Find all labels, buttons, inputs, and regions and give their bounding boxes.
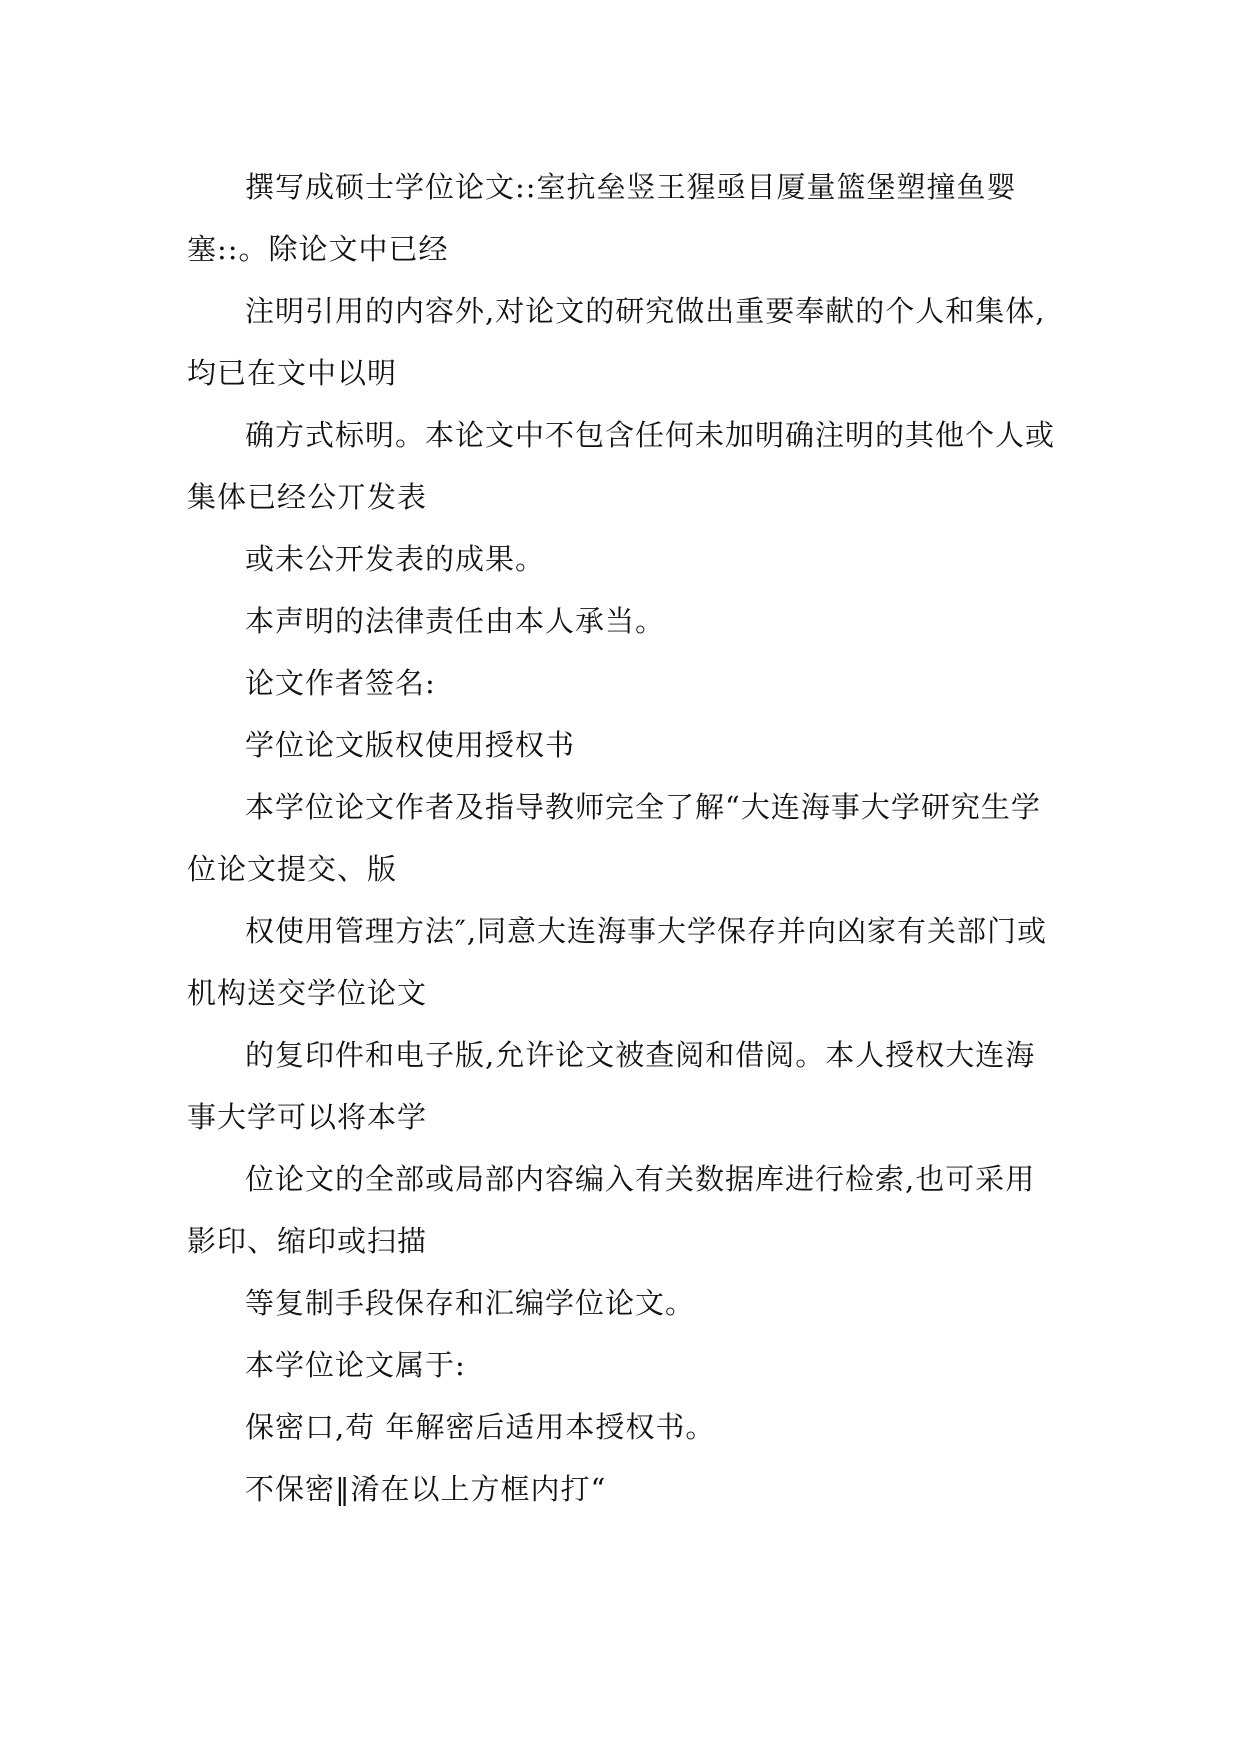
paragraph-authorization-2: 权使用管理方法″,同意大连海事大学保存并向凶家有关部门或机构送交学位论文 [187,914,1048,1010]
paragraph-authorization-1: 本学位论文作者及指导教师完全了解“大连海事大学研究生学位论文提交、版 [187,790,1041,886]
paragraph-declaration-2: 注明引用的内容外,对论文的研究做出重要奉献的个人和集体,均已在文中以明 [187,294,1046,390]
paragraph-declaration-3: 确方式标明。本论文中不包含任何未加明确注明的其他个人或集体已经公丌发表 [187,418,1056,514]
confidential-option: 保密口,苟 年解密后适用本授权书。 [245,1410,716,1444]
paragraph-authorization-3: 的复印件和电子版,允许论文被查阅和借阅。本人授权大连海事大学可以将本学 [187,1038,1036,1134]
thesis-category-label: 本学位论文属于: [245,1348,466,1382]
paragraph-declaration-4: 或未公开发表的成果。 [245,542,546,576]
document-body [187,156,1055,1520]
author-signature-label: 论文作者签名: [245,666,436,700]
paragraph-declaration-1: 撰写成硕士学位论文::室抗垒竖王猩亟目厦量篮堡塑撞鱼婴塞::。除论文中已经 [187,170,1017,266]
non-confidential-option: 不保密‖淆在以上方框内打“ [245,1472,607,1506]
paragraph-legal-responsibility: 本声明的法律责任由本人承当。 [245,604,666,638]
paragraph-authorization-5: 等复制手段保存和汇编学位论文。 [245,1286,696,1320]
authorization-heading: 学位论文版权使用授权书 [245,728,576,762]
paragraph-authorization-4: 位论文的全部或局部内容编入有关数据库进行检索,也可采用影印、缩印或扫描 [187,1162,1036,1258]
